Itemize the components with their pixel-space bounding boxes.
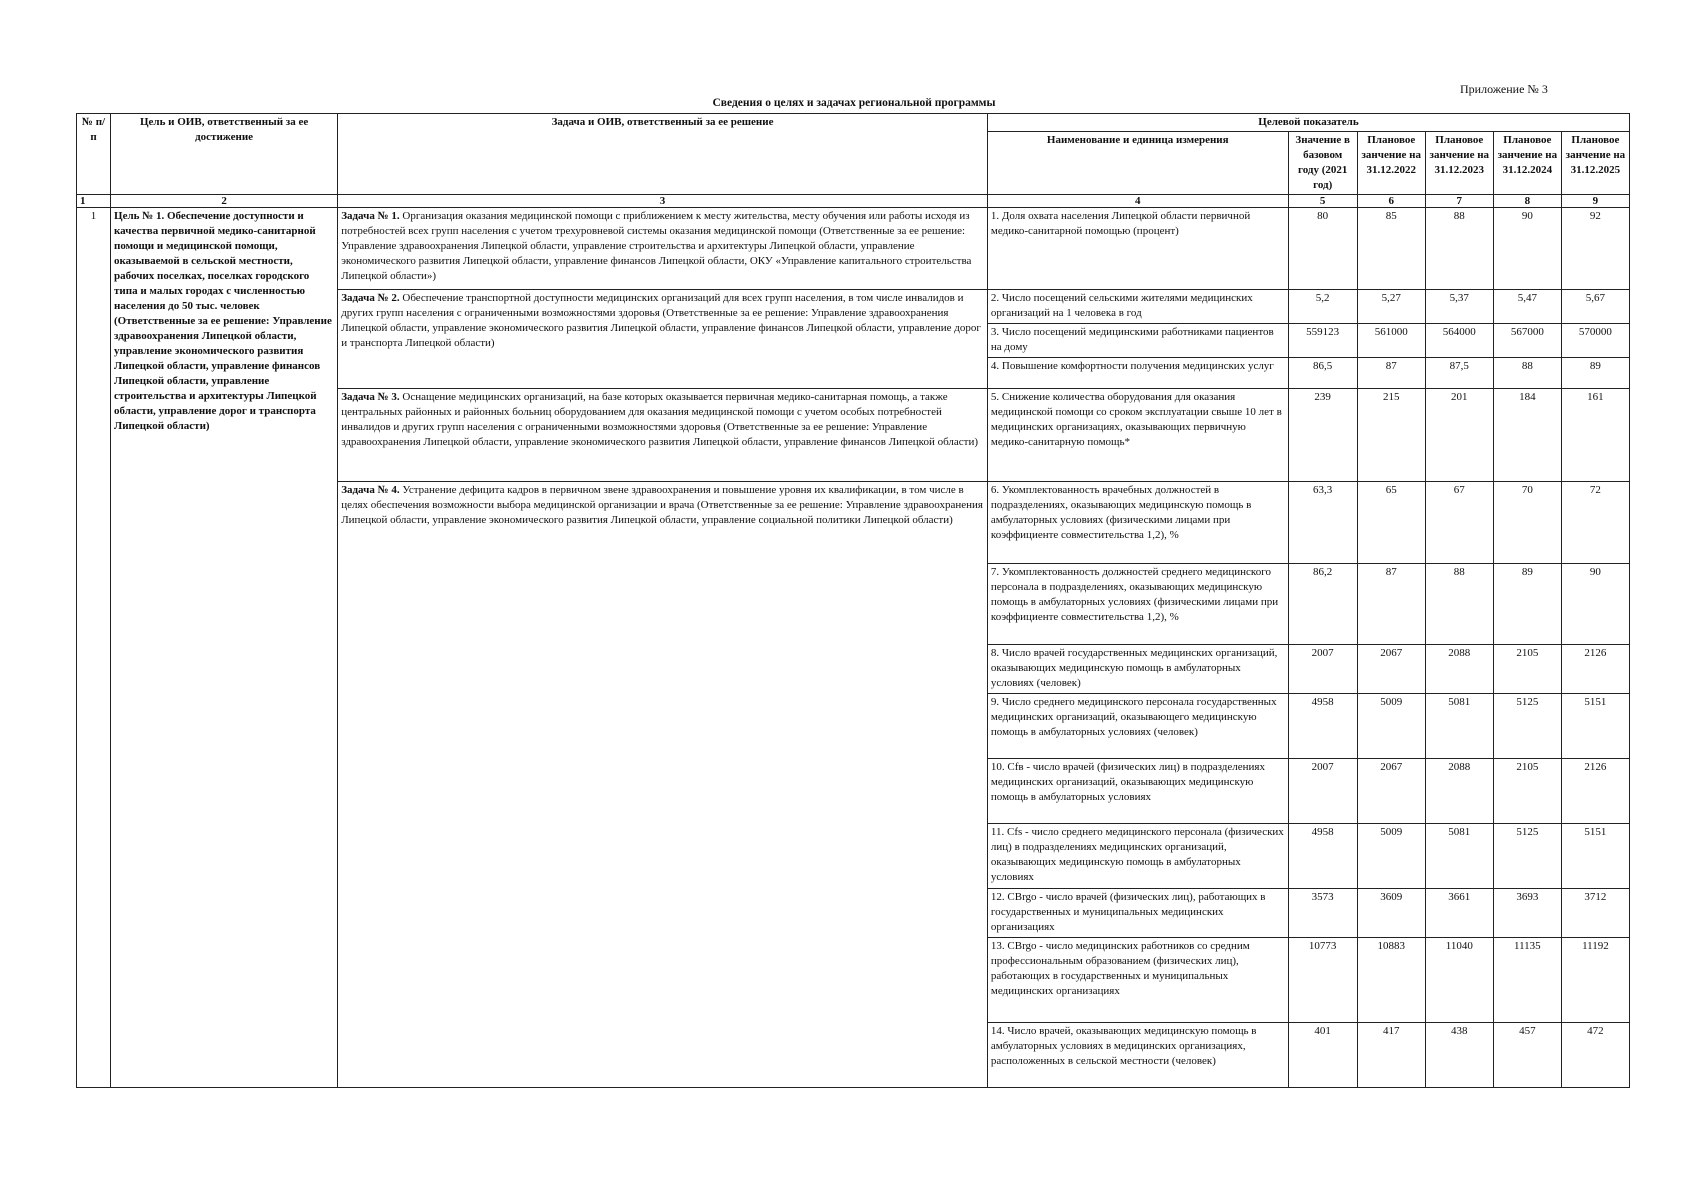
- indicator-2024: 5125: [1493, 824, 1561, 889]
- indicator-2022: 2067: [1357, 644, 1425, 693]
- indicator-2024: 5125: [1493, 694, 1561, 759]
- indicator-base: 4958: [1288, 824, 1357, 889]
- header-base-value: Значение в базовом году (2021 год): [1288, 132, 1357, 195]
- indicator-2025: 90: [1561, 564, 1629, 644]
- indicator-2023: 5081: [1425, 824, 1493, 889]
- appendix-label: Приложение № 3: [1460, 82, 1548, 96]
- header-indicator-name: Наименование и единица измерения: [987, 132, 1288, 195]
- indicator-2024: 70: [1493, 482, 1561, 564]
- task-text: Организация оказания медицинской помощи с приближением к месту жительства, месту обучения или работы исходя из потребностей всех групп населения с учетом трехуровневой системы оказания медицинской помощи (Ответственные за ее решение: Управление здравоохранения Липецкой области, управление строительства и архитектуры Липецкой области, управление экономического развития Липецкой области, управление финансов Липецкой области, ОКУ «Управление капитального строительства Липецкой области»): [341, 210, 972, 282]
- column-number: 5: [1288, 195, 1357, 208]
- indicator-2023: 2088: [1425, 644, 1493, 693]
- indicator-name: 13. СBrgo - число медицинских работников со средним профессиональным образованием (физических лиц), работающих в государственных и муниципальных медицинских организациях: [987, 938, 1288, 1022]
- indicator-2024: 90: [1493, 208, 1561, 290]
- task-text: Устранение дефицита кадров в первичном звене здравоохранения и повышение уровня их квалификации, в том числе в целях обеспечения возможности выбора медицинской организации и врача (Ответственные за ее решение: Управление здравоохранения Липецкой области, управление экономического развития Липецкой области, управление социальной политики Липецкой области): [341, 484, 983, 527]
- indicator-2023: 88: [1425, 564, 1493, 644]
- indicator-2023: 2088: [1425, 759, 1493, 824]
- indicator-2023: 11040: [1425, 938, 1493, 1022]
- indicator-base: 2007: [1288, 759, 1357, 824]
- column-number: 3: [338, 195, 988, 208]
- indicator-name: 11. Сfs - число среднего медицинского персонала (физических лиц) в подразделениях медицинских организаций, оказывающих медицинскую помощь в амбулаторных условиях: [987, 824, 1288, 889]
- task-text: Обеспечение транспортной доступности медицинских организаций для всех групп населения, в том числе инвалидов и других групп населения с ограниченными возможностями здоровья (Ответственные за ее решение: Управление здравоохранения Липецкой области, управление экономического развития Липецкой области, управление финансов Липецкой области, управление дорог и транспорта Липецкой области): [341, 292, 981, 350]
- column-number: 7: [1425, 195, 1493, 208]
- indicator-name: 10. Сfв - число врачей (физических лиц) в подразделениях медицинских организаций, оказывающих медицинскую помощь в амбулаторных условиях: [987, 759, 1288, 824]
- indicator-2025: 5151: [1561, 694, 1629, 759]
- column-number: 6: [1357, 195, 1425, 208]
- indicator-2024: 3693: [1493, 889, 1561, 938]
- task-cell: [338, 482, 988, 1088]
- indicator-base: 401: [1288, 1022, 1357, 1087]
- indicator-2024: 184: [1493, 389, 1561, 482]
- indicator-name: 8. Число врачей государственных медицинских организаций, оказывающих медицинскую помощь в амбулаторных условиях (человек): [987, 644, 1288, 693]
- indicator-2025: 161: [1561, 389, 1629, 482]
- header-target: Целевой показатель: [987, 114, 1629, 132]
- indicator-2023: 5081: [1425, 694, 1493, 759]
- indicator-name: 4. Повышение комфортности получения медицинских услуг: [987, 358, 1288, 389]
- header-plan-2022: Плановое занчение на 31.12.2022: [1357, 132, 1425, 195]
- column-number: 2: [111, 195, 338, 208]
- indicator-2025: 89: [1561, 358, 1629, 389]
- indicator-base: 3573: [1288, 889, 1357, 938]
- indicator-2023: 438: [1425, 1022, 1493, 1087]
- indicator-2022: 5009: [1357, 694, 1425, 759]
- indicator-2024: 5,47: [1493, 290, 1561, 324]
- indicator-base: 5,2: [1288, 290, 1357, 324]
- indicator-2022: 5,27: [1357, 290, 1425, 324]
- indicator-base: 10773: [1288, 938, 1357, 1022]
- indicator-2024: 2105: [1493, 759, 1561, 824]
- indicator-base: 2007: [1288, 644, 1357, 693]
- task-cell: [338, 208, 988, 290]
- indicator-name: 12. СВrgo - число врачей (физических лиц), работающих в государственных и муниципальных медицинских организациях: [987, 889, 1288, 938]
- header-plan-2025: Плановое занчение на 31.12.2025: [1561, 132, 1629, 195]
- indicator-2022: 87: [1357, 358, 1425, 389]
- header-task: Задача и ОИВ, ответственный за ее решение: [338, 114, 988, 195]
- indicator-name: 14. Число врачей, оказывающих медицинскую помощь в амбулаторных условиях в медицинских организациях, расположенных в сельской местности (человек): [987, 1022, 1288, 1087]
- indicator-base: 63,3: [1288, 482, 1357, 564]
- header-plan-2023: Плановое занчение на 31.12.2023: [1425, 132, 1493, 195]
- indicator-2024: 89: [1493, 564, 1561, 644]
- indicator-2025: 2126: [1561, 759, 1629, 824]
- indicator-2025: 5,67: [1561, 290, 1629, 324]
- indicator-2025: 5151: [1561, 824, 1629, 889]
- indicator-2024: 567000: [1493, 324, 1561, 358]
- table-row: [77, 208, 1630, 290]
- indicator-2023: 67: [1425, 482, 1493, 564]
- indicator-2022: 417: [1357, 1022, 1425, 1087]
- indicator-2024: 2105: [1493, 644, 1561, 693]
- goals-table: [76, 113, 1630, 1088]
- indicator-2024: 11135: [1493, 938, 1561, 1022]
- indicator-base: 80: [1288, 208, 1357, 290]
- indicator-name: 3. Число посещений медицинскими работниками пациентов на дому: [987, 324, 1288, 358]
- indicator-2023: 88: [1425, 208, 1493, 290]
- indicator-name: 6. Укомплектованность врачебных должностей в подразделениях, оказывающих медицинскую помощь в амбулаторных условиях (физическими лицами при коэффициенте совместительства 1,2), %: [987, 482, 1288, 564]
- indicator-name: 7. Укомплектованность должностей среднего медицинского персонала в подразделениях, оказывающих медицинскую помощь в амбулаторных условиях (физическими лицами при коэффициенте совместительства 1,2), %: [987, 564, 1288, 644]
- indicator-base: 4958: [1288, 694, 1357, 759]
- indicator-2022: 2067: [1357, 759, 1425, 824]
- indicator-2022: 561000: [1357, 324, 1425, 358]
- task-cell: [338, 389, 988, 482]
- row-number: 1: [77, 208, 111, 1088]
- indicator-2023: 564000: [1425, 324, 1493, 358]
- indicator-base: 86,2: [1288, 564, 1357, 644]
- indicator-2025: 72: [1561, 482, 1629, 564]
- column-number-row: [77, 195, 1630, 208]
- header-number: № п/п: [77, 114, 111, 195]
- goal-cell: Цель № 1. Обеспечение доступности и качества первичной медико-санитарной помощи и медицинской помощи, оказываемой в сельской местности, рабочих поселках, поселках городского типа и малых городах с численностью населения до 50 тыс. человек (Ответственные за ее решение: Управление здравоохранения Липецкой области, управление экономического развития Липецкой области, управление финансов Липецкой области, управление строительства и архитектуры Липецкой области, управление дорог и транспорта Липецкой области): [111, 208, 338, 1088]
- indicator-2022: 85: [1357, 208, 1425, 290]
- indicator-2022: 215: [1357, 389, 1425, 482]
- indicator-name: 9. Число среднего медицинского персонала государственных медицинских организаций, оказывающего медицинскую помощь в амбулаторных условиях (человек): [987, 694, 1288, 759]
- indicator-2024: 457: [1493, 1022, 1561, 1087]
- column-number: 1: [77, 195, 111, 208]
- indicator-2022: 10883: [1357, 938, 1425, 1022]
- indicator-name: 2. Число посещений сельскими жителями медицинских организаций на 1 человека в год: [987, 290, 1288, 324]
- indicator-2025: 472: [1561, 1022, 1629, 1087]
- column-number: 9: [1561, 195, 1629, 208]
- indicator-name: 1. Доля охвата населения Липецкой области первичной медико-санитарной помощью (процент): [987, 208, 1288, 290]
- task-heading: Задача № 2.: [341, 292, 400, 305]
- task-text: Оснащение медицинских организаций, на базе которых оказывается первичная медико-санитарная помощь, а также центральных районных и районных больниц оборудованием для оказания медицинской помощи с учетом особых потребностей инвалидов и других групп населения с ограниченными возможностями здоровья (Ответственные за ее решение: Управление здравоохранения Липецкой области, управление экономического развития Липецкой области, управление финансов Липецкой области): [341, 391, 979, 449]
- indicator-2025: 11192: [1561, 938, 1629, 1022]
- indicator-2025: 92: [1561, 208, 1629, 290]
- indicator-base: 559123: [1288, 324, 1357, 358]
- indicator-2022: 5009: [1357, 824, 1425, 889]
- indicator-2023: 5,37: [1425, 290, 1493, 324]
- indicator-2023: 87,5: [1425, 358, 1493, 389]
- indicator-base: 239: [1288, 389, 1357, 482]
- task-heading: Задача № 1.: [341, 210, 400, 222]
- header-plan-2024: Плановое занчение на 31.12.2024: [1493, 132, 1561, 195]
- indicator-2025: 2126: [1561, 644, 1629, 693]
- task-heading: Задача № 3.: [341, 391, 400, 404]
- header-goal: Цель и ОИВ, ответственный за ее достижение: [111, 114, 338, 195]
- indicator-2025: 570000: [1561, 324, 1629, 358]
- indicator-2022: 65: [1357, 482, 1425, 564]
- task-heading: Задача № 4.: [341, 484, 400, 497]
- indicator-name: 5. Снижение количества оборудования для оказания медицинской помощи со сроком эксплуатации свыше 10 лет в медицинских организациях, оказывающих первичную медико-санитарную помощь*: [987, 389, 1288, 482]
- task-cell: [338, 290, 988, 389]
- column-number: 4: [987, 195, 1288, 208]
- indicator-2024: 88: [1493, 358, 1561, 389]
- column-number: 8: [1493, 195, 1561, 208]
- indicator-2023: 201: [1425, 389, 1493, 482]
- indicator-base: 86,5: [1288, 358, 1357, 389]
- document-title: Сведения о целях и задачах региональной программы: [712, 97, 996, 109]
- indicator-2025: 3712: [1561, 889, 1629, 938]
- indicator-2022: 3609: [1357, 889, 1425, 938]
- indicator-2022: 87: [1357, 564, 1425, 644]
- indicator-2023: 3661: [1425, 889, 1493, 938]
